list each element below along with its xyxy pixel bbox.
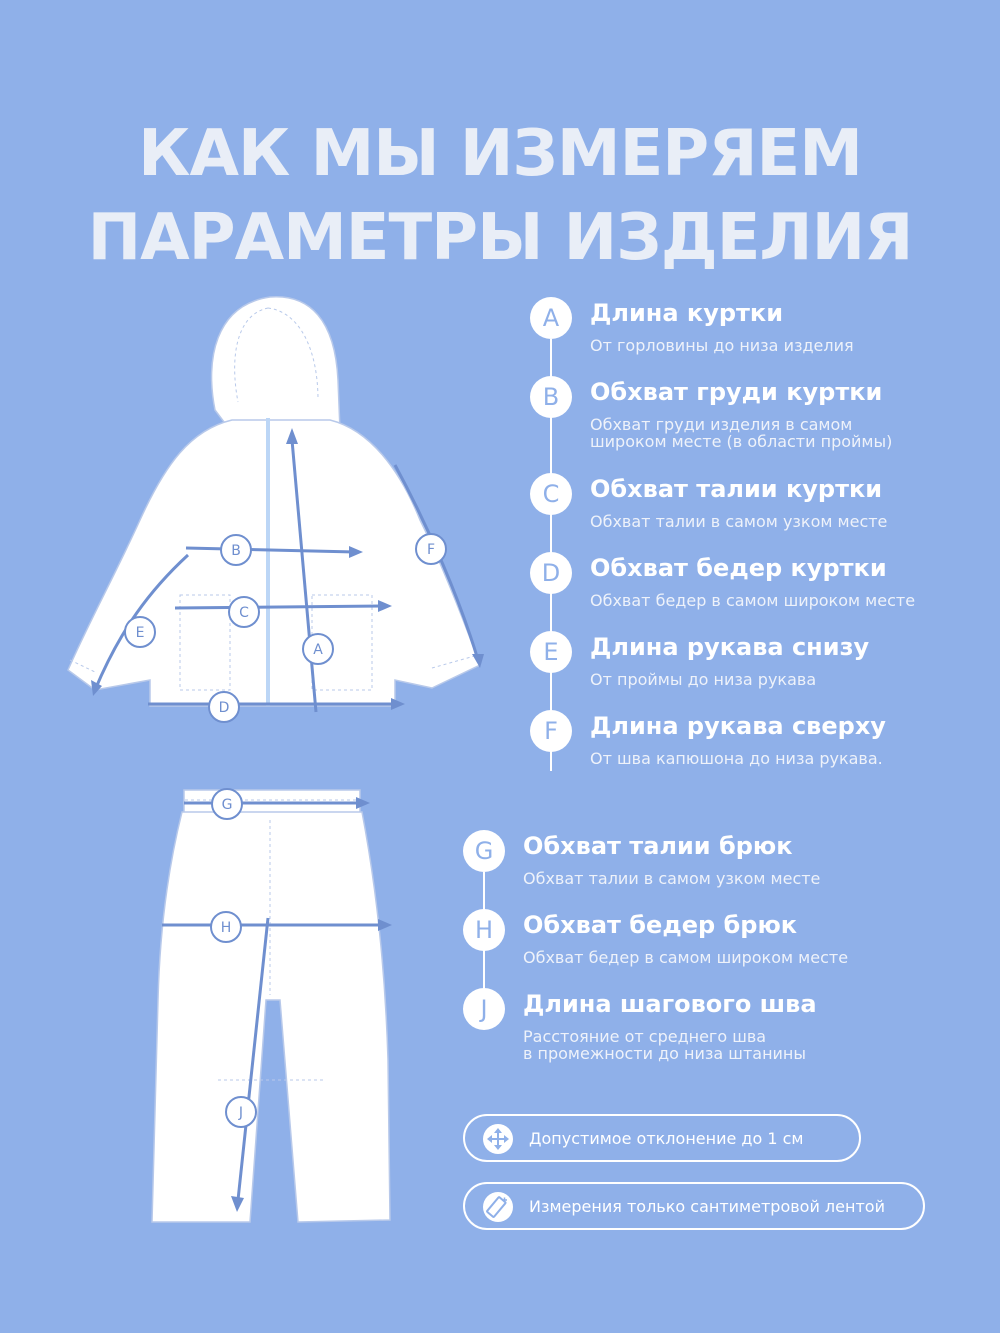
legend-title: Длина шагового шва [523, 990, 817, 1018]
marker-c-label: C [239, 605, 249, 621]
legend-title: Длина рукава снизу [590, 633, 870, 661]
marker-f-label: F [426, 542, 436, 558]
note-text: Допустимое отклонение до 1 см [529, 1129, 804, 1148]
tape-note [463, 1182, 925, 1230]
marker-a-label: A [313, 642, 323, 658]
marker-e-label: E [135, 625, 145, 641]
badge-g: G [463, 830, 505, 872]
tape-measure-icon [483, 1192, 513, 1222]
legend-desc: Обхват груди изделия в самом широком месте (в области проймы) [590, 415, 893, 451]
marker-b-label: B [231, 543, 241, 559]
legend-title: Обхват талии куртки [590, 475, 883, 503]
marker-j-label: J [238, 1105, 244, 1121]
legend-desc: От проймы до низа рукава [590, 670, 817, 689]
badge-c: C [530, 473, 572, 515]
badge-d: D [530, 552, 572, 594]
badge-j: J [463, 988, 505, 1030]
legend-desc: Обхват бедер в самом широком месте [590, 591, 916, 610]
badge-e: E [530, 631, 572, 673]
legend-title: Длина рукава сверху [590, 712, 886, 740]
legend-desc: От горловины до низа изделия [590, 336, 854, 355]
badge-h: H [463, 909, 505, 951]
pants-legend [463, 830, 983, 1070]
legend-desc: Обхват бедер в самом широком месте [523, 948, 849, 967]
title-line-1: КАК МЫ ИЗМЕРЯЕМ [138, 117, 862, 191]
jacket-legend [530, 297, 990, 777]
badge-f: F [530, 710, 572, 752]
legend-title: Обхват бедер куртки [590, 554, 887, 582]
legend-title: Обхват груди куртки [590, 378, 883, 406]
badge-b: B [530, 376, 572, 418]
move-arrows-icon [483, 1124, 513, 1154]
marker-h-label: H [220, 920, 232, 936]
title-line-2: ПАРАМЕТРЫ ИЗДЕЛИЯ [87, 201, 913, 275]
legend-title: Обхват талии брюк [523, 832, 793, 860]
tolerance-note [463, 1114, 861, 1162]
legend-desc: От шва капюшона до низа рукава. [590, 749, 883, 768]
note-text: Измерения только сантиметровой лентой [529, 1197, 885, 1216]
legend-desc: Расстояние от среднего шва в промежности до низа штанины [523, 1027, 807, 1063]
legend-desc: Обхват талии в самом узком месте [523, 869, 821, 888]
marker-d-label: D [218, 700, 230, 716]
badge-a: A [530, 297, 572, 339]
legend-desc: Обхват талии в самом узком месте [590, 512, 888, 531]
marker-g-label: G [221, 797, 233, 813]
legend-title: Обхват бедер брюк [523, 911, 798, 939]
legend-title: Длина куртки [590, 299, 784, 327]
